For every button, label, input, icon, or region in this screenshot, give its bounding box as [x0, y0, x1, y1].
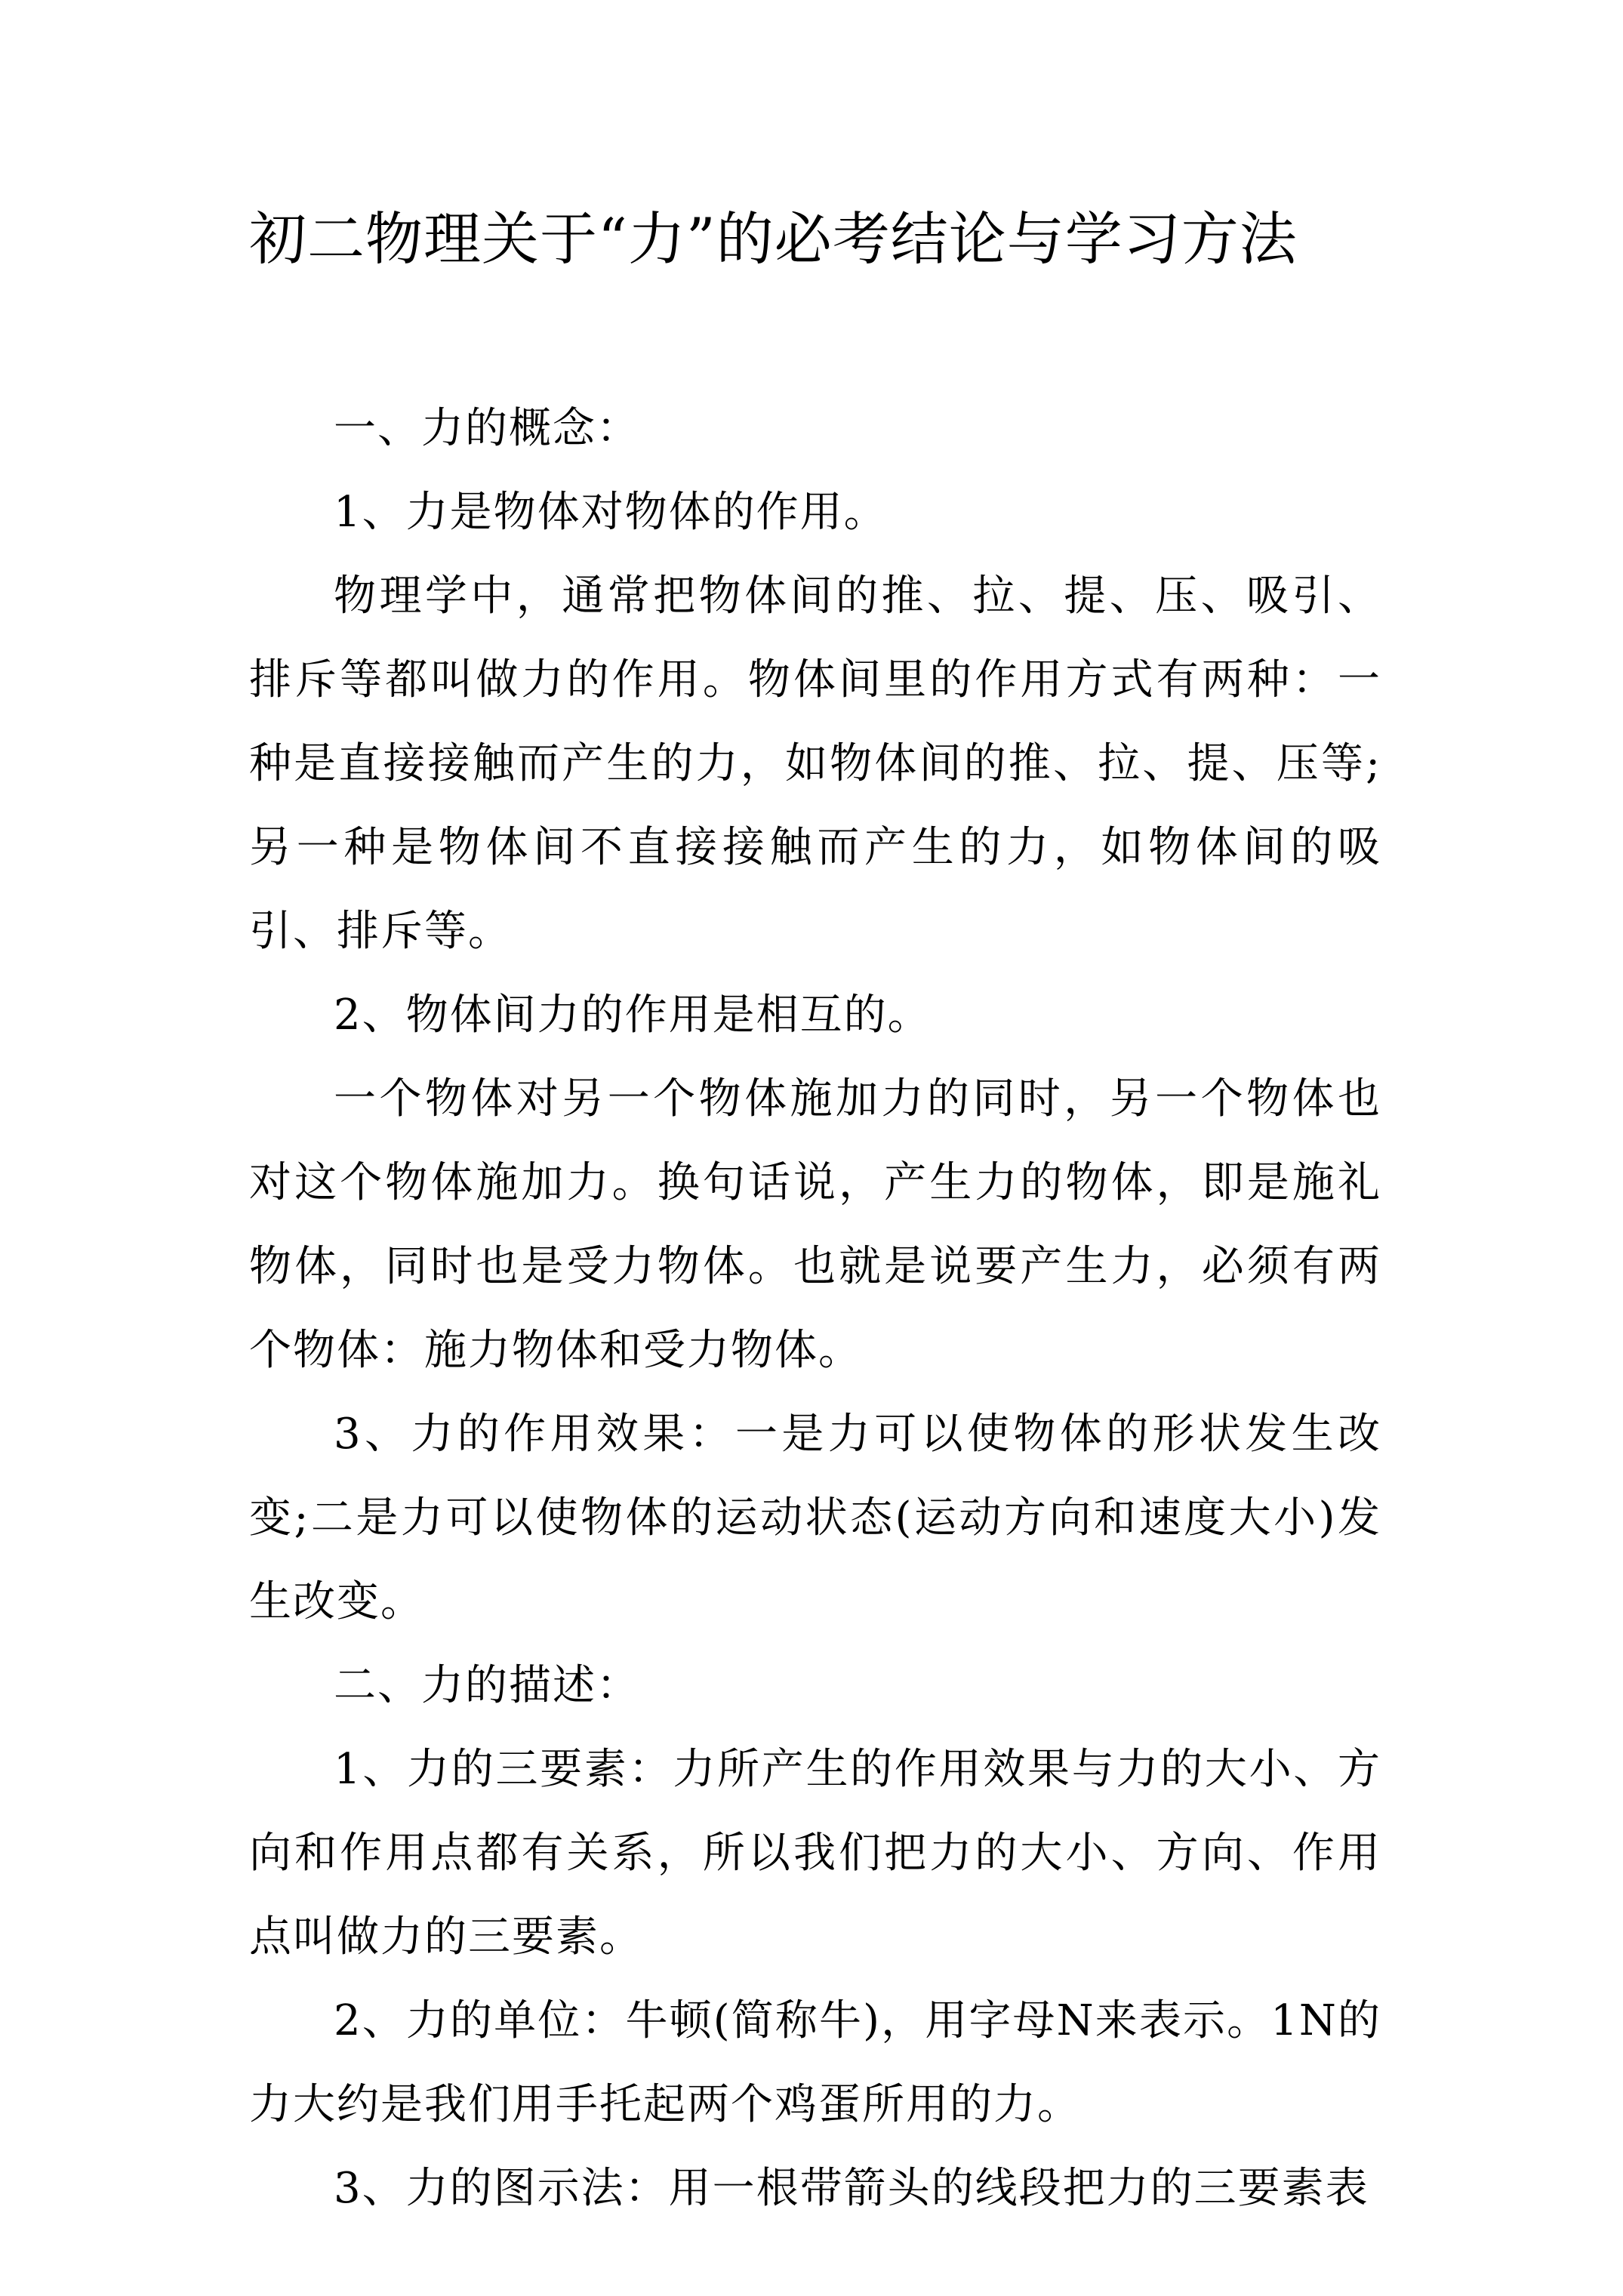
- point-three-elements: 1、力的三要素：力所产生的作用效果与力的大小、方向和作用点都有关系，所以我们把力的大小、方向、作用点叫做力的三要素。: [249, 1745, 1381, 1962]
- paragraph-force-mutual-explanation: 一个物体对另一个物体施加力的同时，另一个物体也对这个物体施加力。换句话说，产生力的物体，即是施礼物体，同时也是受力物体。也就是说要产生力，必须有两个物体：施力物体和受力物体。: [249, 1074, 1381, 1375]
- document-body: [249, 387, 1381, 2230]
- point-force-effects: 3、力的作用效果：一是力可以使物体的形状发生改变;二是力可以使物体的运动状态(运动方向和速度大小)发生改变。: [249, 1410, 1381, 1626]
- point-force-diagram: 3、力的图示法：用一根带箭头的线段把力的三要素表: [334, 2164, 1369, 2213]
- point-force-is-mutual: 2、物体间力的作用是相互的。: [334, 991, 932, 1040]
- section-heading-concept: 一、力的概念：: [334, 404, 640, 453]
- section-heading-description: 二、力的描述：: [334, 1661, 640, 1710]
- document-title: 初二物理关于“力”的必考结论与学习方法: [249, 205, 1298, 273]
- paragraph-force-types: 物理学中，通常把物体间的推、拉、提、压、吸引、排斥等都叫做力的作用。物体间里的作用方式有两种：一种是直接接触而产生的力，如物体间的推、拉、提、压等;另一种是物体间不直接接触而产生的力，如物体间的吸引、排斥等。: [249, 572, 1381, 956]
- point-force-unit: 2、力的单位：牛顿(简称牛)，用字母N来表示。1N的力大约是我们用手托起两个鸡蛋所用的力。: [249, 1996, 1381, 2129]
- point-force-is-interaction: 1、力是物体对物体的作用。: [334, 488, 888, 537]
